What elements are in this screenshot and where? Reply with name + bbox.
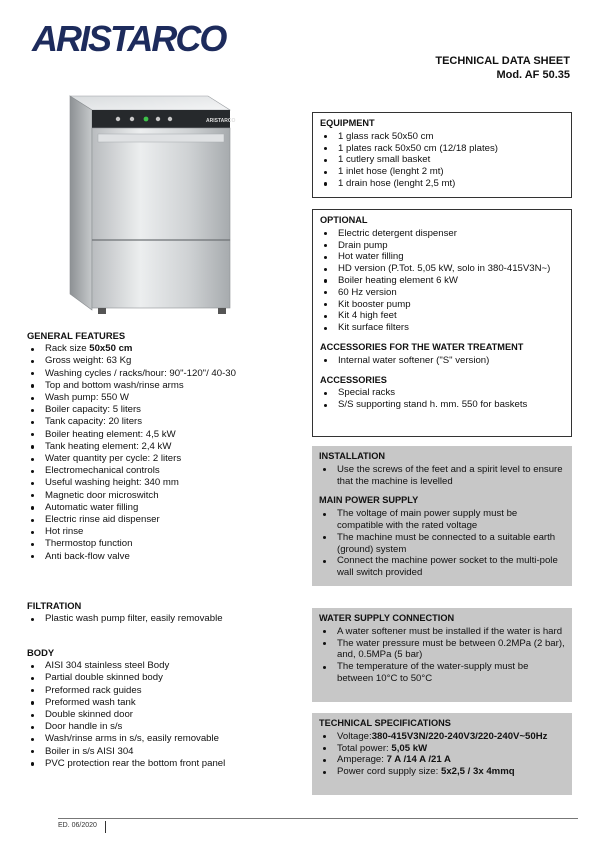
spec-amperage <box>319 754 565 766</box>
list-item: 60 Hz version <box>320 287 564 299</box>
accessories-title: ACCESSORIES <box>320 374 387 385</box>
list-item: Kit surface filters <box>320 322 564 334</box>
list-item: Special racks <box>320 387 564 399</box>
list-item: 1 drain hose (lenght 2,5 mt) <box>320 178 564 190</box>
accessories-list <box>320 387 564 411</box>
list-item: 1 glass rack 50x50 cm <box>320 131 564 143</box>
body-section <box>27 647 289 770</box>
tech-specs-title: TECHNICAL SPECIFICATIONS <box>319 718 451 728</box>
list-item: Anti back-flow valve <box>27 551 289 563</box>
list-item: Kit booster pump <box>320 299 564 311</box>
list-item: Wash/rinse arms in s/s, easily removable <box>27 733 289 745</box>
list-item: Electromechanical controls <box>27 465 289 477</box>
list-item: Use the screws of the feet and a spirit level to ensure that the machine is levelled <box>319 464 565 488</box>
water-treatment-title: ACCESSORIES FOR THE WATER TREATMENT <box>320 341 524 352</box>
optional-box <box>312 209 572 437</box>
list-item: S/S supporting stand h. mm. 550 for baskets <box>320 399 564 411</box>
list-item: AISI 304 stainless steel Body <box>27 660 289 672</box>
rack-size-value: 50x50 cm <box>89 343 133 355</box>
water-supply-list <box>319 626 565 685</box>
main-power-supply-list <box>319 508 565 579</box>
optional-title: OPTIONAL <box>320 215 368 225</box>
spec-voltage-value: 380-415V3N/220-240V3/220-240V~50Hz <box>371 730 548 742</box>
list-item: Automatic water filling <box>27 502 289 514</box>
tech-specs-list <box>319 731 565 778</box>
spec-power <box>319 743 565 755</box>
list-item: Thermostop function <box>27 538 289 550</box>
list-item: Double skinned door <box>27 709 289 721</box>
list-item: Connect the machine power socket to the multi-pole wall switch provided <box>319 555 565 579</box>
list-item: A water softener must be installed if the water is hard <box>319 626 565 638</box>
list-item: Water quantity per cycle: 2 liters <box>27 453 289 465</box>
filtration-list <box>27 613 289 625</box>
water-supply-title: WATER SUPPLY CONNECTION <box>319 613 455 623</box>
spec-amperage-value: 7 A /14 A /21 A <box>386 754 451 766</box>
page-footer <box>58 818 578 833</box>
list-item: HD version (P.Tot. 5,05 kW, solo in 380-415V3N~) <box>320 263 564 275</box>
footer-divider <box>105 821 106 833</box>
installation-box <box>312 446 572 586</box>
list-item: 1 cutlery small basket <box>320 154 564 166</box>
list-item: Tank heating element: 2,4 kW <box>27 441 289 453</box>
equipment-title: EQUIPMENT <box>320 118 375 128</box>
installation-list <box>319 464 565 488</box>
filtration-title: FILTRATION <box>27 600 82 611</box>
list-item: Hot rinse <box>27 526 289 538</box>
product-image-dishwasher <box>58 88 244 316</box>
list-item: Drain pump <box>320 240 564 252</box>
list-item: Partial double skinned body <box>27 672 289 684</box>
equipment-list <box>320 131 564 190</box>
list-item: Boiler capacity: 5 liters <box>27 404 289 416</box>
list-item: Useful washing height: 340 mm <box>27 477 289 489</box>
tech-specs-box <box>312 713 572 795</box>
rack-size-label: Rack size <box>45 343 90 355</box>
spec-cord <box>319 766 565 778</box>
document-header <box>435 54 570 82</box>
filtration-section <box>27 600 289 625</box>
list-item: Internal water softener ("S" version) <box>320 355 564 367</box>
list-item: The temperature of the water-supply must be between 10°C to 50°C <box>319 661 565 685</box>
list-item: Washing cycles / racks/hour: 90"-120"/ 40-30 <box>27 368 289 380</box>
list-item: Boiler in s/s AISI 304 <box>27 746 289 758</box>
list-item: The water pressure must be between 0.2MPa (2 bar), and, 0.5MPa (5 bar) <box>319 638 565 662</box>
panel-brand-label: ARISTARCO <box>206 118 236 124</box>
equipment-box <box>312 112 572 198</box>
list-item: Gross weight: 63 Kg <box>27 355 289 367</box>
list-item: Preformed rack guides <box>27 685 289 697</box>
list-item: Electric detergent dispenser <box>320 228 564 240</box>
document-title: TECHNICAL DATA SHEET <box>435 55 570 67</box>
list-item: Top and bottom wash/rinse arms <box>27 380 289 392</box>
brand-logo <box>30 18 240 58</box>
general-features-section <box>27 330 289 563</box>
spec-voltage-label: Voltage: <box>337 730 372 742</box>
spec-cord-value: 5x2,5 / 3x 4mmq <box>440 766 515 778</box>
list-item: Wash pump: 550 W <box>27 392 289 404</box>
model-number: Mod. AF 50.35 <box>496 69 570 81</box>
list-item: Electric rinse aid dispenser <box>27 514 289 526</box>
water-treatment-list <box>320 355 564 367</box>
list-item: Tank capacity: 20 liters <box>27 416 289 428</box>
brand-logo-wordmark <box>30 18 240 58</box>
general-features-list <box>27 343 289 563</box>
list-item <box>27 343 289 355</box>
list-item: The voltage of main power supply must be compatible with the rated voltage <box>319 508 565 532</box>
spec-power-label: Total power: <box>337 742 392 754</box>
list-item: 1 inlet hose (lenght 2 mt) <box>320 166 564 178</box>
edition-label: ED. 06/2020 <box>58 822 97 829</box>
list-item: Hot water filling <box>320 251 564 263</box>
list-item: Boiler heating element: 4,5 kW <box>27 429 289 441</box>
list-item: Kit 4 high feet <box>320 310 564 322</box>
list-item: 1 plates rack 50x50 cm (12/18 plates) <box>320 143 564 155</box>
list-item: Magnetic door microswitch <box>27 490 289 502</box>
list-item: Preformed wash tank <box>27 697 289 709</box>
general-features-title: GENERAL FEATURES <box>27 330 126 341</box>
installation-title: INSTALLATION <box>319 451 386 461</box>
spec-cord-label: Power cord supply size: <box>337 766 441 778</box>
optional-list <box>320 228 564 334</box>
body-title: BODY <box>27 647 55 658</box>
brand-logo-text: ARISTARCO <box>32 18 226 58</box>
list-item: Plastic wash pump filter, easily removable <box>27 613 289 625</box>
spec-power-value: 5,05 kW <box>391 742 428 754</box>
spec-amperage-label: Amperage: <box>337 754 387 766</box>
spec-voltage <box>319 731 565 743</box>
body-list <box>27 660 289 770</box>
list-item: The machine must be connected to a suitable earth (ground) system <box>319 532 565 556</box>
list-item: PVC protection rear the bottom front panel <box>27 758 289 770</box>
list-item: Door handle in s/s <box>27 721 289 733</box>
main-power-supply-title: MAIN POWER SUPPLY <box>319 495 419 506</box>
water-supply-box <box>312 608 572 702</box>
list-item: Boiler heating element 6 kW <box>320 275 564 287</box>
